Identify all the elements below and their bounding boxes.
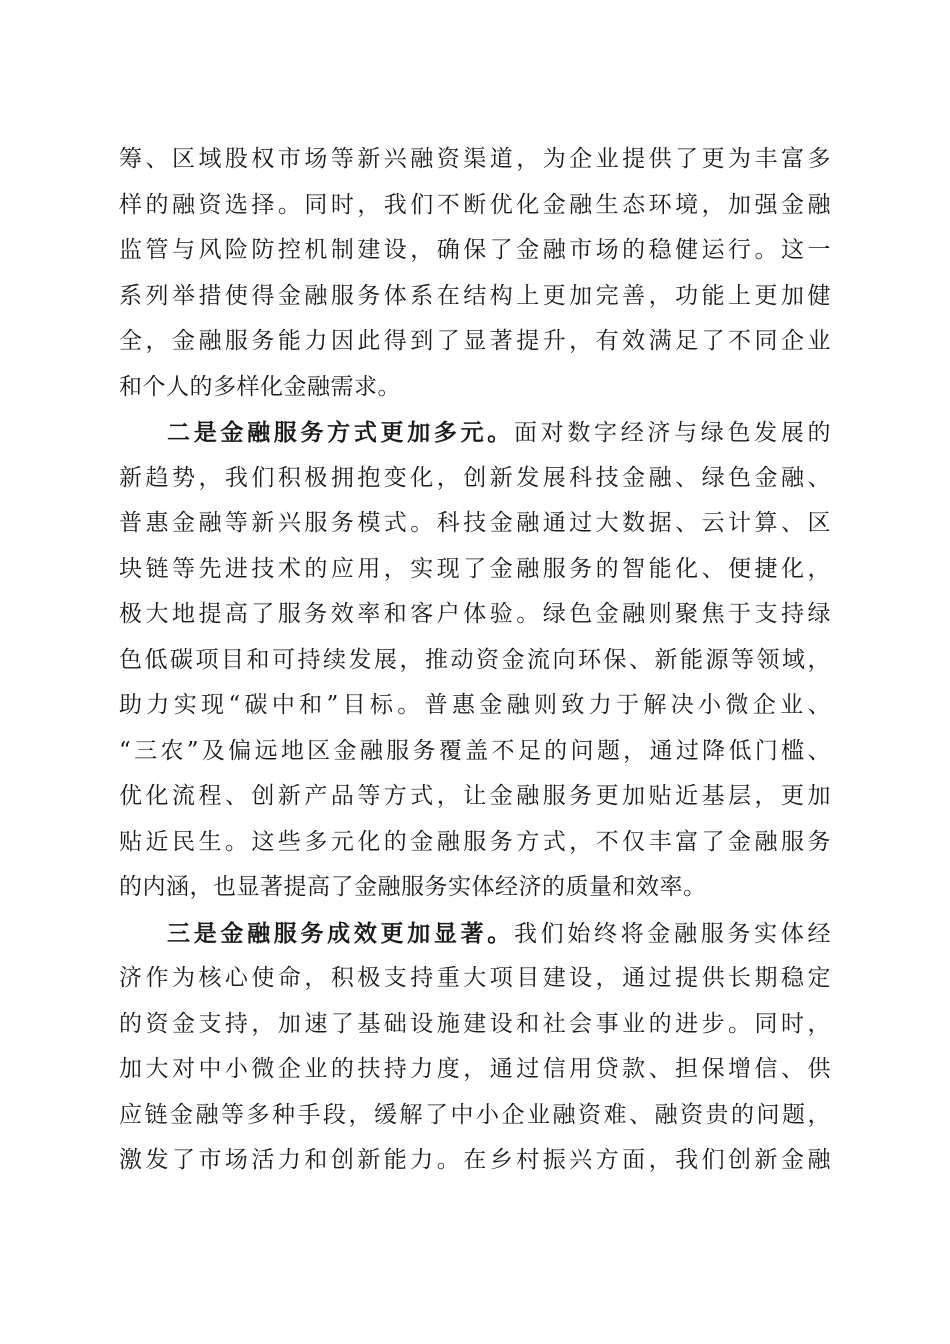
text-line: 块链等先进技术的应用，实现了金融服务的智能化、便捷化， xyxy=(119,555,831,582)
text-line: “三农”及偏远地区金融服务覆盖不足的问题，通过降低门槛、 xyxy=(119,737,831,764)
text-line: 济作为核心使命，积极支持重大项目建设，通过提供长期稳定 xyxy=(119,965,831,991)
paragraph-2 xyxy=(119,410,831,911)
text-line: 色低碳项目和可持续发展，推动资金流向环保、新能源等领域， xyxy=(119,646,831,673)
paragraph-first-line xyxy=(119,911,831,957)
text-line: 和个人的多样化金融需求。 xyxy=(119,373,401,400)
paragraph-first-line xyxy=(119,410,831,456)
text-line: 加大对中小微企业的扶持力度，通过信用贷款、担保增信、供 xyxy=(119,1056,831,1082)
text-run: 面对数字经济与绿色发展的 xyxy=(513,420,831,446)
text-line: 极大地提高了服务效率和客户体验。绿色金融则聚焦于支持绿 xyxy=(119,601,831,627)
text-line: 应链金融等多种手段，缓解了中小企业融资难、融资贵的问题， xyxy=(119,1101,831,1128)
text-line: 助力实现“碳中和”目标。普惠金融则致力于解决小微企业、 xyxy=(119,692,831,718)
text-line: 的内涵，也显著提高了金融服务实体经济的质量和效率。 xyxy=(119,874,707,900)
text-line: 优化流程、创新产品等方式，让金融服务更加贴近基层，更加 xyxy=(119,783,831,809)
text-line: 贴近民生。这些多元化的金融服务方式，不仅丰富了金融服务 xyxy=(119,828,831,855)
paragraph-heading: 二是金融服务方式更加多元。 xyxy=(167,419,514,446)
text-line: 监管与风险防控机制建设，确保了金融市场的稳健运行。这一 xyxy=(119,237,831,263)
text-line: 全，金融服务能力因此得到了显著提升，有效满足了不同企业 xyxy=(119,328,831,354)
text-line: 的资金支持，加速了基础设施建设和社会事业的进步。同时， xyxy=(119,1010,831,1037)
paragraph-1 xyxy=(119,137,831,410)
text-line: 激发了市场活力和创新能力。在乡村振兴方面，我们创新金融 xyxy=(119,1147,831,1173)
text-line: 样的融资选择。同时，我们不断优化金融生态环境，加强金融 xyxy=(119,191,831,218)
paragraph-heading: 三是金融服务成效更加显著。 xyxy=(167,919,514,947)
text-line: 普惠金融等新兴服务模式。科技金融通过大数据、云计算、区 xyxy=(119,510,831,536)
text-line: 新趋势，我们积极拥抱变化，创新发展科技金融、绿色金融、 xyxy=(119,464,831,491)
text-run: 我们始终将金融服务实体经 xyxy=(513,920,831,947)
text-line: 系列举措使得金融服务体系在结构上更加完善，功能上更加健 xyxy=(119,282,831,309)
document-page xyxy=(119,137,831,1184)
text-line: 筹、区域股权市场等新兴融资渠道，为企业提供了更为丰富多 xyxy=(119,146,831,172)
paragraph-3 xyxy=(119,911,831,1184)
